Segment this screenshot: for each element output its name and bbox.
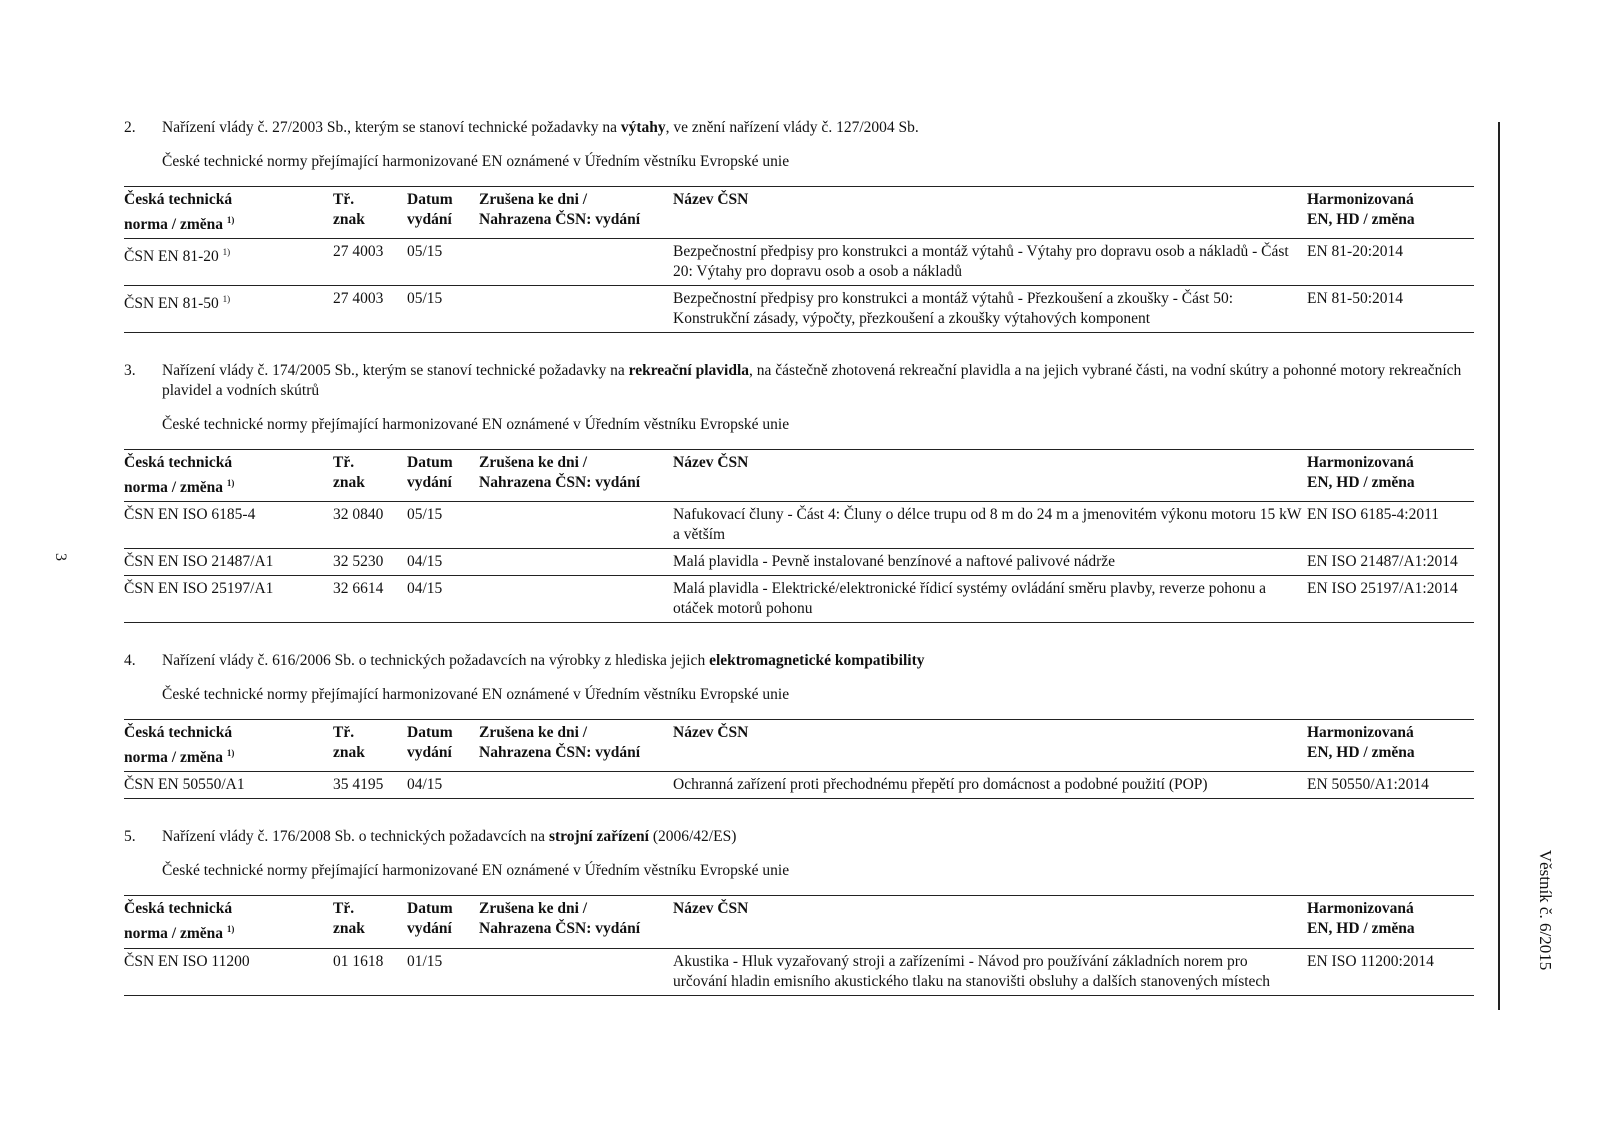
- cell-harmonized: EN ISO 6185-4:2011: [1307, 506, 1440, 524]
- header-name: Název ČSN: [673, 454, 749, 472]
- header-cancel: [479, 896, 673, 948]
- cell-name: Malá plavidla - Elektrické/elektronické řídicí systémy ovládání směru plavby, reverze pohonu a otáček motorů pohonu: [673, 580, 1266, 618]
- header-norm: [124, 720, 333, 772]
- cell-harmonized: EN ISO 25197/A1:2014: [1307, 580, 1458, 598]
- cell-date: 04/15: [407, 776, 443, 794]
- norm-code: ČSN EN 81-20: [124, 248, 219, 266]
- section-title: [162, 827, 1474, 847]
- cell-class: 32 6614: [333, 580, 384, 598]
- cell-cancel: [479, 502, 673, 549]
- header-text: Česká technická: [124, 191, 233, 208]
- header-text: norma / změna: [124, 479, 224, 497]
- footnote-mark: 1): [222, 247, 231, 258]
- section: [124, 651, 1474, 799]
- cell-norm: [124, 948, 333, 995]
- header-text: znak: [333, 920, 365, 938]
- section-note: České technické normy přejímající harmonizované EN oznámené v Úředním věstníku Evropské unie: [162, 153, 790, 170]
- header-text: znak: [333, 211, 365, 228]
- header-text: Nahrazena ČSN: vydání: [479, 474, 641, 492]
- header-text: Zrušena ke dni /: [479, 900, 588, 918]
- norm-code: ČSN EN ISO 11200: [124, 952, 250, 970]
- cell-harmonized: EN ISO 11200:2014: [1307, 952, 1434, 970]
- table-header-row: [124, 450, 1474, 502]
- header-text: Harmonizovaná: [1307, 191, 1414, 208]
- document-body: [124, 118, 1474, 1024]
- standards-table: [124, 186, 1474, 333]
- section: [124, 118, 1474, 333]
- footnote-mark: 1): [226, 924, 235, 935]
- section-number: 4.: [124, 652, 136, 670]
- cell-class: 35 4195: [333, 776, 384, 794]
- title-emphasis: elektromagnetické kompatibility: [709, 652, 925, 670]
- header-text: Nahrazena ČSN: vydání: [479, 744, 641, 762]
- table-row: [124, 239, 1474, 286]
- header-date: [407, 896, 479, 948]
- cell-date: 05/15: [407, 506, 443, 524]
- cell-harmonized: EN 81-50:2014: [1307, 290, 1404, 308]
- header-text: Harmonizovaná: [1307, 454, 1414, 472]
- section-note: České technické normy přejímající harmonizované EN oznámené v Úředním věstníku Evropské unie: [162, 686, 790, 704]
- section-heading: [124, 361, 1474, 401]
- cell-name: Akustika - Hluk vyzařovaný stroji a zařízeními - Návod pro používání základních norem pro určování hladin emisního akustického tlaku na stanovišti obsluhy a dalších stanovených místech: [673, 952, 1271, 990]
- section-title: [162, 361, 1474, 401]
- cell-cancel: [479, 286, 673, 333]
- side-rule: [1498, 122, 1500, 1010]
- norm-code: ČSN EN ISO 21487/A1: [124, 553, 274, 571]
- cell-name: Bezpečnostní předpisy pro konstrukci a montáž výtahů - Přezkoušení a zkoušky - Část 50: Konstrukční zásady, výpočty, přezkoušení a zkoušky výtahových komponent: [673, 290, 1234, 328]
- header-text: vydání: [407, 474, 452, 492]
- header-text: Datum: [407, 724, 453, 742]
- table-row: [124, 576, 1474, 623]
- header-name: Název ČSN: [673, 900, 749, 918]
- header-text: znak: [333, 744, 365, 762]
- table-row: [124, 549, 1474, 576]
- norm-code: ČSN EN ISO 25197/A1: [124, 580, 274, 598]
- standards-table: [124, 895, 1474, 995]
- cell-class: 32 0840: [333, 506, 384, 524]
- header-cancel: [479, 187, 673, 239]
- cell-cancel: [479, 549, 673, 576]
- title-text: , ve znění nařízení vlády č. 127/2004 Sb.: [665, 119, 919, 136]
- header-date: [407, 450, 479, 502]
- cell-date: 01/15: [407, 952, 443, 970]
- header-name: Název ČSN: [673, 724, 749, 742]
- cell-harmonized: EN 50550/A1:2014: [1307, 776, 1429, 794]
- cell-cancel: [479, 576, 673, 623]
- title-text: Nařízení vlády č. 27/2003 Sb., kterým se stanoví technické požadavky na: [162, 119, 621, 136]
- norm-code: ČSN EN ISO 6185-4: [124, 506, 256, 524]
- header-class: [333, 896, 407, 948]
- header-harmonized: [1307, 720, 1474, 772]
- table-header-row: [124, 896, 1474, 948]
- section-number: 5.: [124, 828, 136, 846]
- table-row: [124, 502, 1474, 549]
- header-harmonized: [1307, 450, 1474, 502]
- cell-date: 04/15: [407, 553, 443, 571]
- header-text: Nahrazena ČSN: vydání: [479, 211, 641, 228]
- table-row: [124, 286, 1474, 333]
- table-header-row: [124, 720, 1474, 772]
- header-date: [407, 720, 479, 772]
- header-text: Harmonizovaná: [1307, 724, 1414, 742]
- section-heading: [124, 651, 1474, 671]
- header-text: norma / změna: [124, 216, 224, 234]
- header-class: [333, 450, 407, 502]
- header-text: EN, HD / změna: [1307, 211, 1415, 228]
- header-cancel: [479, 720, 673, 772]
- header-text: Zrušena ke dni /: [479, 191, 588, 208]
- footnote-mark: 1): [226, 478, 235, 489]
- title-emphasis: strojní zařízení: [548, 828, 649, 846]
- standards-table: [124, 719, 1474, 799]
- header-text: Tř.: [333, 900, 355, 918]
- section-number: 3.: [124, 362, 136, 380]
- cell-norm: [124, 502, 333, 549]
- cell-class: 01 1618: [333, 952, 384, 970]
- header-text: Datum: [407, 454, 453, 472]
- header-text: Tř.: [333, 191, 355, 208]
- header-text: vydání: [407, 211, 452, 228]
- header-text: Datum: [407, 191, 453, 208]
- header-text: znak: [333, 474, 365, 492]
- standards-table: [124, 449, 1474, 623]
- cell-class: 27 4003: [333, 243, 384, 261]
- header-text: Nahrazena ČSN: vydání: [479, 920, 641, 938]
- title-text: , na částečně zhotovená rekreační plavidla a na jejich vybrané části, na vodní skútry a pohonné motory rekreačních plavidel a vodních skútrů: [162, 362, 1462, 400]
- cell-name: Nafukovací čluny - Část 4: Čluny o délce trupu od 8 m do 24 m a jmenovitém výkonu motoru 15 kW a větším: [673, 506, 1302, 544]
- title-text: Nařízení vlády č. 174/2005 Sb., kterým se stanoví technické požadavky na: [162, 362, 629, 380]
- header-text: Tř.: [333, 724, 355, 742]
- section-note: České technické normy přejímající harmonizované EN oznámené v Úředním věstníku Evropské unie: [162, 416, 790, 434]
- header-text: Datum: [407, 900, 453, 918]
- cell-cancel: [479, 772, 673, 799]
- header-text: vydání: [407, 744, 452, 762]
- header-text: Zrušena ke dni /: [479, 724, 588, 742]
- title-text: (2006/42/ES): [648, 828, 737, 846]
- header-date: [407, 187, 479, 239]
- cell-date: 05/15: [407, 290, 443, 308]
- section-title: [162, 118, 1474, 138]
- cell-norm: [124, 239, 333, 286]
- section: [124, 827, 1474, 995]
- section-title: [162, 651, 1474, 671]
- norm-code: ČSN EN 81-50: [124, 295, 219, 313]
- footnote-mark: 1): [222, 294, 231, 305]
- table-row: [124, 772, 1474, 799]
- header-name: Název ČSN: [673, 191, 749, 208]
- section: [124, 361, 1474, 623]
- cell-name: Malá plavidla - Pevně instalované benzínové a naftové palivové nádrže: [673, 553, 1116, 571]
- title-emphasis: výtahy: [620, 119, 666, 136]
- section-heading: [124, 118, 1474, 138]
- header-text: EN, HD / změna: [1307, 744, 1415, 762]
- title-emphasis: rekreační plavidla: [628, 362, 750, 380]
- cell-cancel: [479, 239, 673, 286]
- cell-name: Bezpečnostní předpisy pro konstrukci a montáž výtahů - Výtahy pro dopravu osob a nákladů - Část 20: Výtahy pro dopravu osob a osob a nákladů: [673, 243, 1289, 281]
- page-number: 3: [52, 553, 69, 561]
- cell-norm: [124, 576, 333, 623]
- header-text: Česká technická: [124, 900, 233, 918]
- header-harmonized: [1307, 187, 1474, 239]
- cell-harmonized: EN 81-20:2014: [1307, 243, 1404, 261]
- cell-norm: [124, 549, 333, 576]
- table-header-row: [124, 187, 1474, 239]
- cell-norm: [124, 772, 333, 799]
- cell-class: 32 5230: [333, 553, 384, 571]
- header-text: norma / změna: [124, 749, 224, 767]
- header-harmonized: [1307, 896, 1474, 948]
- header-class: [333, 720, 407, 772]
- header-norm: [124, 450, 333, 502]
- cell-harmonized: EN ISO 21487/A1:2014: [1307, 553, 1458, 571]
- title-text: Nařízení vlády č. 176/2008 Sb. o technických požadavcích na: [162, 828, 549, 846]
- cell-norm: [124, 286, 333, 333]
- header-norm: [124, 896, 333, 948]
- header-text: vydání: [407, 920, 452, 938]
- header-text: Tř.: [333, 454, 355, 472]
- journal-label: Věstník č. 6/2015: [1536, 849, 1556, 971]
- cell-name: Ochranná zařízení proti přechodnému přepětí pro domácnost a podobné použití (POP): [673, 776, 1208, 794]
- header-text: Harmonizovaná: [1307, 900, 1414, 918]
- footnote-mark: 1): [226, 748, 235, 759]
- header-text: Česká technická: [124, 454, 233, 472]
- header-class: [333, 187, 407, 239]
- section-heading: [124, 827, 1474, 847]
- header-text: EN, HD / změna: [1307, 920, 1415, 938]
- header-text: Česká technická: [124, 724, 233, 742]
- header-text: EN, HD / změna: [1307, 474, 1415, 492]
- header-text: norma / změna: [124, 925, 224, 943]
- footnote-mark: 1): [226, 215, 235, 225]
- cell-cancel: [479, 948, 673, 995]
- section-number: 2.: [124, 119, 136, 136]
- header-cancel: [479, 450, 673, 502]
- title-text: Nařízení vlády č. 616/2006 Sb. o technických požadavcích na výrobky z hlediska jejich: [162, 652, 710, 670]
- table-row: [124, 948, 1474, 995]
- cell-class: 27 4003: [333, 290, 384, 308]
- norm-code: ČSN EN 50550/A1: [124, 776, 245, 794]
- cell-date: 04/15: [407, 580, 443, 598]
- header-text: Zrušena ke dni /: [479, 454, 588, 472]
- section-note: České technické normy přejímající harmonizované EN oznámené v Úředním věstníku Evropské unie: [162, 862, 790, 880]
- header-norm: [124, 187, 333, 239]
- cell-date: 05/15: [407, 243, 443, 261]
